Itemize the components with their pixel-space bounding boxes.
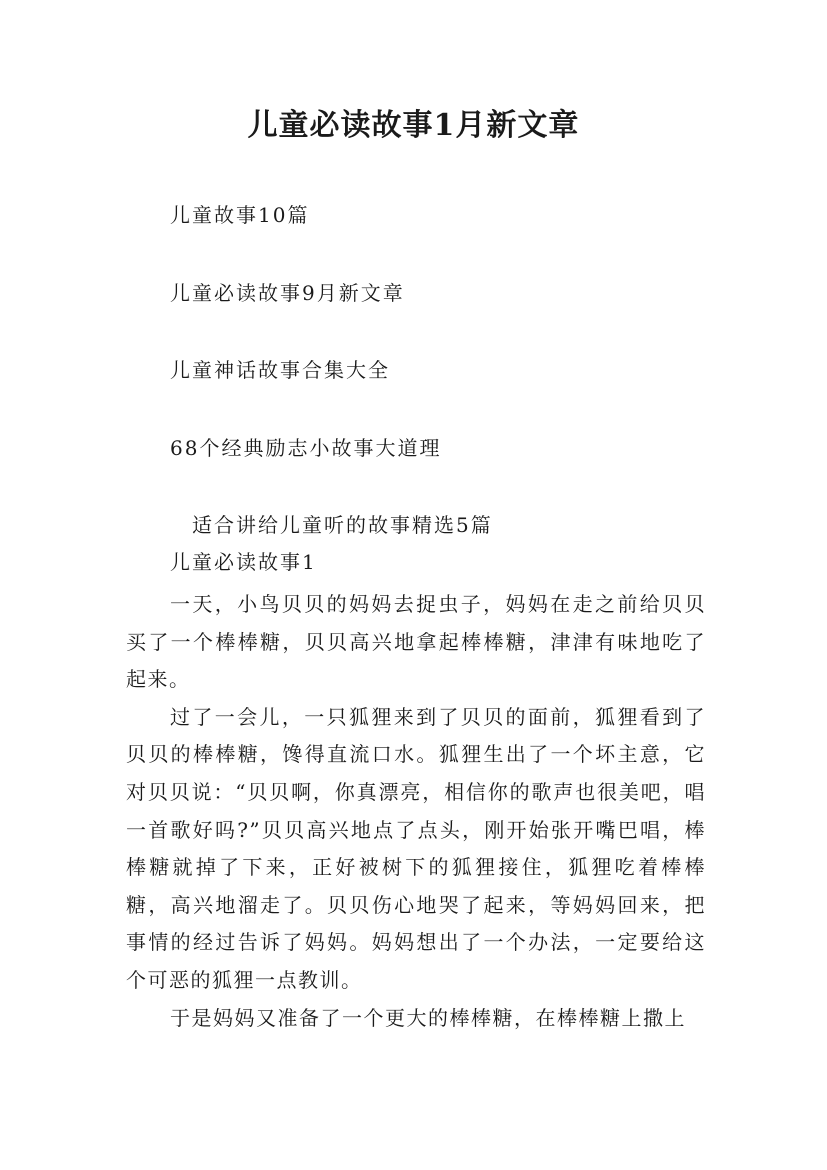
paragraph: 过了一会儿，一只狐狸来到了贝贝的面前，狐狸看到了贝贝的棒棒糖，馋得直流口水。狐狸生出了一个坏主意，它对贝贝说：“贝贝啊，你真漂亮，相信你的歌声也很美吧，唱一首歌好吗?”贝贝高兴地点了点头，刚开始张开嘴巴唱，棒棒糖就掉了下来，正好被树下的狐狸接住，狐狸吃着棒棒糖，高兴地溜走了。贝贝伤心地哭了起来，等妈妈回来，把事情的经过告诉了妈妈。妈妈想出了一个办法，一定要给这个可恶的狐狸一点教训。 (126, 704, 706, 992)
related-link-1[interactable]: 儿童故事10篇 (170, 203, 310, 227)
article-body (126, 586, 706, 1037)
related-link-4[interactable]: 68个经典励志小故事大道理 (170, 436, 442, 460)
section-heading: 儿童必读故事1 (170, 550, 317, 574)
paragraph: 于是妈妈又准备了一个更大的棒棒糖，在棒棒糖上撒上 (170, 1005, 686, 1030)
related-link-2[interactable]: 儿童必读故事9月新文章 (170, 281, 405, 305)
document-title: 儿童必读故事1月新文章 (247, 108, 580, 143)
related-link-5[interactable]: 适合讲给儿童听的故事精选5篇 (192, 513, 493, 537)
related-link-3[interactable]: 儿童神话故事合集大全 (170, 358, 390, 382)
paragraph: 一天，小鸟贝贝的妈妈去捉虫子，妈妈在走之前给贝贝买了一个棒棒糖，贝贝高兴地拿起棒棒糖，津津有味地吃了起来。 (126, 592, 706, 692)
